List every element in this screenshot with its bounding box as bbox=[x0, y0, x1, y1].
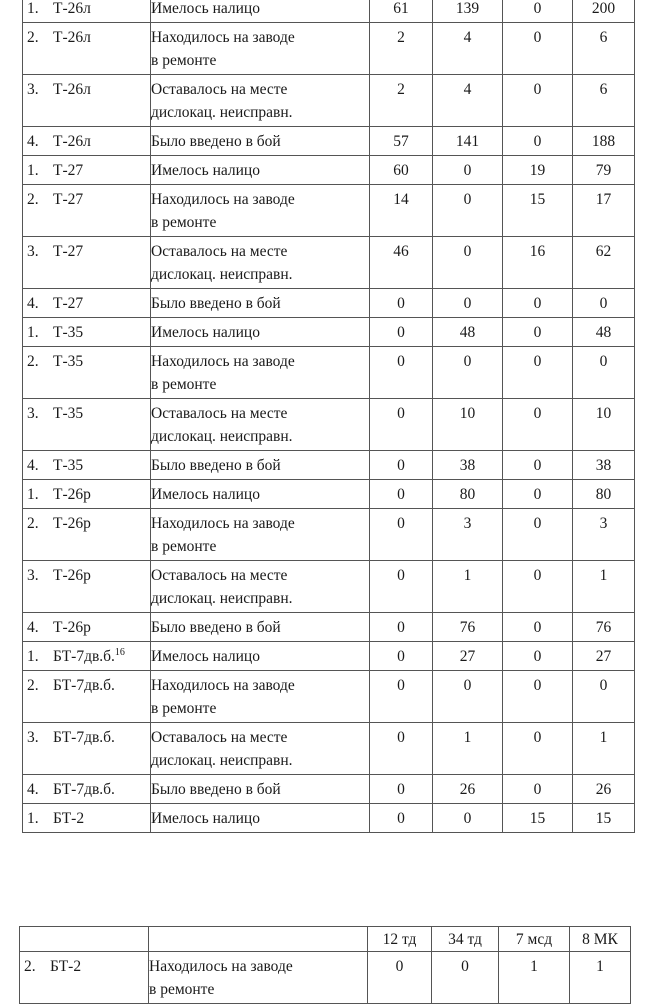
value-7-msd: 0 bbox=[503, 775, 573, 804]
status-description-line: дислокац. неисправн. bbox=[151, 266, 293, 283]
status-description-line: Было введено в бой bbox=[151, 457, 281, 474]
value-total: 1 bbox=[573, 561, 635, 613]
row-number: 1. bbox=[27, 810, 39, 827]
row-number: 3. bbox=[27, 729, 39, 746]
vehicle-type: БТ-7дв.б. bbox=[53, 729, 115, 746]
status-description-line: Находилось на заводе bbox=[151, 29, 295, 46]
status-description-line: Оставалось на месте bbox=[151, 81, 288, 98]
value-7-msd: 0 bbox=[503, 347, 573, 399]
status-description-line: в ремонте bbox=[151, 700, 217, 717]
value-12-td: 57 bbox=[370, 127, 433, 156]
footnote-marker[interactable]: 16 bbox=[114, 646, 125, 658]
value-12-td: 0 bbox=[370, 451, 433, 480]
value-12-td: 2 bbox=[370, 23, 433, 75]
vehicle-type-cell bbox=[23, 23, 151, 75]
value-34-td: 4 bbox=[433, 23, 503, 75]
row-number: 3. bbox=[27, 567, 39, 584]
value-34-td: 80 bbox=[433, 480, 503, 509]
status-description-cell bbox=[151, 613, 370, 642]
status-description-line: дислокац. неисправн. bbox=[151, 428, 293, 445]
value-12-td: 2 bbox=[370, 75, 433, 127]
status-description-cell bbox=[151, 804, 370, 833]
vehicle-type: Т-35 bbox=[53, 353, 84, 370]
value-total: 6 bbox=[573, 23, 635, 75]
value-12-td: 0 bbox=[370, 480, 433, 509]
vehicle-type: Т-26л bbox=[53, 0, 91, 17]
table-row bbox=[23, 23, 635, 75]
value-total: 1 bbox=[573, 723, 635, 775]
value-7-msd: 0 bbox=[503, 509, 573, 561]
status-description-cell bbox=[151, 23, 370, 75]
status-description-line: Находилось на заводе bbox=[151, 191, 295, 208]
row-number: 3. bbox=[27, 405, 39, 422]
status-description-line: Находилось на заводе bbox=[151, 677, 295, 694]
value-total: 200 bbox=[573, 0, 635, 23]
value-34-td: 10 bbox=[433, 399, 503, 451]
header-empty-type bbox=[20, 927, 149, 952]
header-8-mk: 8 МК bbox=[570, 927, 631, 952]
row-number: 1. bbox=[27, 324, 39, 341]
value-7-msd: 0 bbox=[503, 613, 573, 642]
vehicle-type-cell bbox=[23, 509, 151, 561]
status-description-line: Оставалось на месте bbox=[151, 729, 288, 746]
value-34-td: 0 bbox=[433, 156, 503, 185]
status-description-line: Находилось на заводе bbox=[151, 515, 295, 532]
value-7-msd: 0 bbox=[503, 127, 573, 156]
status-description-cell bbox=[151, 318, 370, 347]
value-total: 27 bbox=[573, 642, 635, 671]
status-description-cell bbox=[151, 237, 370, 289]
value-total: 10 bbox=[573, 399, 635, 451]
vehicle-type: Т-35 bbox=[53, 405, 84, 422]
vehicle-type-cell bbox=[23, 237, 151, 289]
vehicle-type-cell bbox=[23, 347, 151, 399]
value-34-td: 4 bbox=[433, 75, 503, 127]
table-row bbox=[23, 156, 635, 185]
value-12-td: 14 bbox=[370, 185, 433, 237]
vehicle-type: Т-26р bbox=[53, 567, 91, 584]
status-description-line: в ремонте bbox=[149, 981, 215, 998]
status-description-cell bbox=[151, 127, 370, 156]
vehicle-type: БТ-2 bbox=[50, 958, 82, 975]
value-total: 80 bbox=[573, 480, 635, 509]
value-7-msd: 0 bbox=[503, 451, 573, 480]
row-number: 1. bbox=[27, 162, 39, 179]
table-row bbox=[23, 0, 635, 23]
row-number: 2. bbox=[27, 677, 39, 694]
vehicle-type: БТ-7дв.б. bbox=[53, 648, 115, 665]
status-description-cell bbox=[151, 671, 370, 723]
status-description-line: Было введено в бой bbox=[151, 619, 281, 636]
row-number: 1. bbox=[27, 0, 39, 17]
status-description-cell bbox=[151, 347, 370, 399]
header-empty-desc bbox=[149, 927, 368, 952]
tank-status-table-2 bbox=[19, 926, 631, 1004]
status-description-cell bbox=[151, 399, 370, 451]
vehicle-type-cell bbox=[23, 185, 151, 237]
row-number: 4. bbox=[27, 781, 39, 798]
value-12-td: 0 bbox=[370, 561, 433, 613]
row-number: 2. bbox=[27, 353, 39, 370]
value-7-msd: 1 bbox=[499, 952, 570, 1004]
row-number: 4. bbox=[27, 133, 39, 150]
value-34-td: 0 bbox=[433, 804, 503, 833]
vehicle-type: Т-26р bbox=[53, 515, 91, 532]
value-12-td: 0 bbox=[370, 775, 433, 804]
value-12-td: 0 bbox=[370, 289, 433, 318]
value-7-msd: 0 bbox=[503, 23, 573, 75]
value-34-td: 0 bbox=[432, 952, 499, 1004]
value-12-td: 0 bbox=[370, 318, 433, 347]
status-description-cell bbox=[151, 775, 370, 804]
table-row bbox=[23, 613, 635, 642]
value-34-td: 38 bbox=[433, 451, 503, 480]
vehicle-type: БТ-2 bbox=[53, 810, 85, 827]
value-12-td: 0 bbox=[370, 723, 433, 775]
value-total: 1 bbox=[570, 952, 631, 1004]
value-34-td: 141 bbox=[433, 127, 503, 156]
status-description-cell bbox=[151, 723, 370, 775]
value-7-msd: 0 bbox=[503, 399, 573, 451]
row-number: 3. bbox=[27, 243, 39, 260]
status-description-line: дислокац. неисправн. bbox=[151, 104, 293, 121]
table-row bbox=[23, 185, 635, 237]
header-12-td: 12 тд bbox=[368, 927, 432, 952]
value-7-msd: 0 bbox=[503, 289, 573, 318]
value-12-td: 0 bbox=[370, 671, 433, 723]
status-description-cell bbox=[151, 509, 370, 561]
status-description-line: Оставалось на месте bbox=[151, 567, 288, 584]
value-12-td: 0 bbox=[370, 347, 433, 399]
status-description-line: в ремонте bbox=[151, 538, 217, 555]
row-number: 1. bbox=[27, 486, 39, 503]
table-row bbox=[23, 75, 635, 127]
vehicle-type-cell bbox=[23, 289, 151, 318]
status-description-line: в ремонте bbox=[151, 52, 217, 69]
value-12-td: 46 bbox=[370, 237, 433, 289]
status-description-line: Имелось налицо bbox=[151, 648, 260, 665]
table-row bbox=[23, 127, 635, 156]
vehicle-type-cell bbox=[23, 775, 151, 804]
table-row bbox=[23, 399, 635, 451]
status-description-line: Имелось налицо bbox=[151, 810, 260, 827]
vehicle-type: Т-27 bbox=[53, 191, 84, 208]
value-total: 79 bbox=[573, 156, 635, 185]
value-7-msd: 0 bbox=[503, 318, 573, 347]
table-row bbox=[23, 318, 635, 347]
vehicle-type-cell bbox=[23, 642, 151, 671]
vehicle-type: Т-26л bbox=[53, 29, 91, 46]
vehicle-type-cell bbox=[23, 75, 151, 127]
value-12-td: 0 bbox=[370, 804, 433, 833]
value-34-td: 0 bbox=[433, 185, 503, 237]
table-row bbox=[23, 480, 635, 509]
value-34-td: 139 bbox=[433, 0, 503, 23]
table-row bbox=[23, 775, 635, 804]
vehicle-type: Т-26р bbox=[53, 619, 91, 636]
status-description-cell bbox=[151, 75, 370, 127]
status-description-line: Было введено в бой bbox=[151, 781, 281, 798]
vehicle-type: Т-27 bbox=[53, 162, 84, 179]
value-34-td: 26 bbox=[433, 775, 503, 804]
vehicle-type: Т-27 bbox=[53, 295, 84, 312]
table-header-row bbox=[20, 927, 631, 952]
table-row bbox=[23, 642, 635, 671]
value-7-msd: 0 bbox=[503, 723, 573, 775]
tank-status-table-1 bbox=[22, 0, 635, 833]
status-description-line: в ремонте bbox=[151, 376, 217, 393]
value-34-td: 3 bbox=[433, 509, 503, 561]
value-7-msd: 19 bbox=[503, 156, 573, 185]
vehicle-type-cell bbox=[23, 399, 151, 451]
value-34-td: 0 bbox=[433, 671, 503, 723]
vehicle-type-cell bbox=[23, 804, 151, 833]
value-total: 188 bbox=[573, 127, 635, 156]
vehicle-type-cell bbox=[23, 127, 151, 156]
value-34-td: 0 bbox=[433, 289, 503, 318]
value-total: 48 bbox=[573, 318, 635, 347]
vehicle-type: Т-26л bbox=[53, 81, 91, 98]
value-total: 17 bbox=[573, 185, 635, 237]
table-row bbox=[23, 451, 635, 480]
table-row bbox=[20, 952, 631, 1004]
vehicle-type-cell bbox=[23, 561, 151, 613]
status-description-line: Оставалось на месте bbox=[151, 405, 288, 422]
status-description-line: Находилось на заводе bbox=[149, 958, 293, 975]
header-7-msd: 7 мсд bbox=[499, 927, 570, 952]
status-description-line: Имелось налицо bbox=[151, 486, 260, 503]
status-description-line: Оставалось на месте bbox=[151, 243, 288, 260]
row-number: 4. bbox=[27, 619, 39, 636]
value-7-msd: 0 bbox=[503, 671, 573, 723]
value-34-td: 0 bbox=[433, 237, 503, 289]
status-description-line: дислокац. неисправн. bbox=[151, 752, 293, 769]
table-row bbox=[23, 561, 635, 613]
value-7-msd: 0 bbox=[503, 480, 573, 509]
row-number: 1. bbox=[27, 648, 39, 665]
vehicle-type-cell bbox=[20, 952, 149, 1004]
vehicle-type: БТ-7дв.б. bbox=[53, 677, 115, 694]
value-7-msd: 16 bbox=[503, 237, 573, 289]
value-34-td: 48 bbox=[433, 318, 503, 347]
table-row bbox=[23, 723, 635, 775]
status-description-line: дислокац. неисправн. bbox=[151, 590, 293, 607]
table-row bbox=[23, 289, 635, 318]
row-number: 3. bbox=[27, 81, 39, 98]
row-number: 2. bbox=[27, 515, 39, 532]
value-total: 26 bbox=[573, 775, 635, 804]
vehicle-type-cell bbox=[23, 671, 151, 723]
value-34-td: 27 bbox=[433, 642, 503, 671]
value-total: 0 bbox=[573, 289, 635, 318]
vehicle-type: Т-26л bbox=[53, 133, 91, 150]
value-12-td: 0 bbox=[370, 642, 433, 671]
value-total: 6 bbox=[573, 75, 635, 127]
row-number: 2. bbox=[27, 191, 39, 208]
table-row bbox=[23, 804, 635, 833]
status-description-line: Было введено в бой bbox=[151, 133, 281, 150]
value-total: 76 bbox=[573, 613, 635, 642]
table-row bbox=[23, 671, 635, 723]
value-12-td: 61 bbox=[370, 0, 433, 23]
vehicle-type-cell bbox=[23, 723, 151, 775]
status-description-line: Имелось налицо bbox=[151, 324, 260, 341]
row-number: 2. bbox=[27, 29, 39, 46]
value-total: 62 bbox=[573, 237, 635, 289]
value-total: 3 bbox=[573, 509, 635, 561]
status-description-cell bbox=[151, 561, 370, 613]
value-7-msd: 0 bbox=[503, 642, 573, 671]
table-row bbox=[23, 509, 635, 561]
status-description-cell bbox=[151, 0, 370, 23]
status-description-cell bbox=[151, 289, 370, 318]
status-description-cell bbox=[151, 156, 370, 185]
table-row bbox=[23, 347, 635, 399]
table-row bbox=[23, 237, 635, 289]
row-number: 2. bbox=[24, 958, 36, 975]
status-description-cell bbox=[149, 952, 368, 1004]
value-7-msd: 15 bbox=[503, 185, 573, 237]
value-12-td: 60 bbox=[370, 156, 433, 185]
value-12-td: 0 bbox=[370, 399, 433, 451]
header-34-td: 34 тд bbox=[432, 927, 499, 952]
status-description-cell bbox=[151, 642, 370, 671]
vehicle-type-cell bbox=[23, 451, 151, 480]
value-34-td: 0 bbox=[433, 347, 503, 399]
value-34-td: 1 bbox=[433, 561, 503, 613]
value-total: 15 bbox=[573, 804, 635, 833]
status-description-line: Имелось налицо bbox=[151, 0, 260, 17]
value-7-msd: 0 bbox=[503, 561, 573, 613]
vehicle-type-cell bbox=[23, 156, 151, 185]
status-description-line: Находилось на заводе bbox=[151, 353, 295, 370]
value-total: 0 bbox=[573, 347, 635, 399]
value-7-msd: 15 bbox=[503, 804, 573, 833]
vehicle-type: Т-26р bbox=[53, 486, 91, 503]
status-description-cell bbox=[151, 451, 370, 480]
status-description-line: Имелось налицо bbox=[151, 162, 260, 179]
vehicle-type-cell bbox=[23, 318, 151, 347]
vehicle-type: БТ-7дв.б. bbox=[53, 781, 115, 798]
value-12-td: 0 bbox=[370, 509, 433, 561]
status-description-cell bbox=[151, 480, 370, 509]
vehicle-type: Т-27 bbox=[53, 243, 84, 260]
value-34-td: 76 bbox=[433, 613, 503, 642]
value-7-msd: 0 bbox=[503, 0, 573, 23]
value-total: 0 bbox=[573, 671, 635, 723]
vehicle-type-cell bbox=[23, 480, 151, 509]
vehicle-type-cell bbox=[23, 613, 151, 642]
value-12-td: 0 bbox=[368, 952, 432, 1004]
value-12-td: 0 bbox=[370, 613, 433, 642]
value-7-msd: 0 bbox=[503, 75, 573, 127]
status-description-line: Было введено в бой bbox=[151, 295, 281, 312]
row-number: 4. bbox=[27, 295, 39, 312]
value-total: 38 bbox=[573, 451, 635, 480]
vehicle-type-cell bbox=[23, 0, 151, 23]
status-description-line: в ремонте bbox=[151, 214, 217, 231]
value-34-td: 1 bbox=[433, 723, 503, 775]
vehicle-type: Т-35 bbox=[53, 324, 84, 341]
status-description-cell bbox=[151, 185, 370, 237]
row-number: 4. bbox=[27, 457, 39, 474]
vehicle-type: Т-35 bbox=[53, 457, 84, 474]
